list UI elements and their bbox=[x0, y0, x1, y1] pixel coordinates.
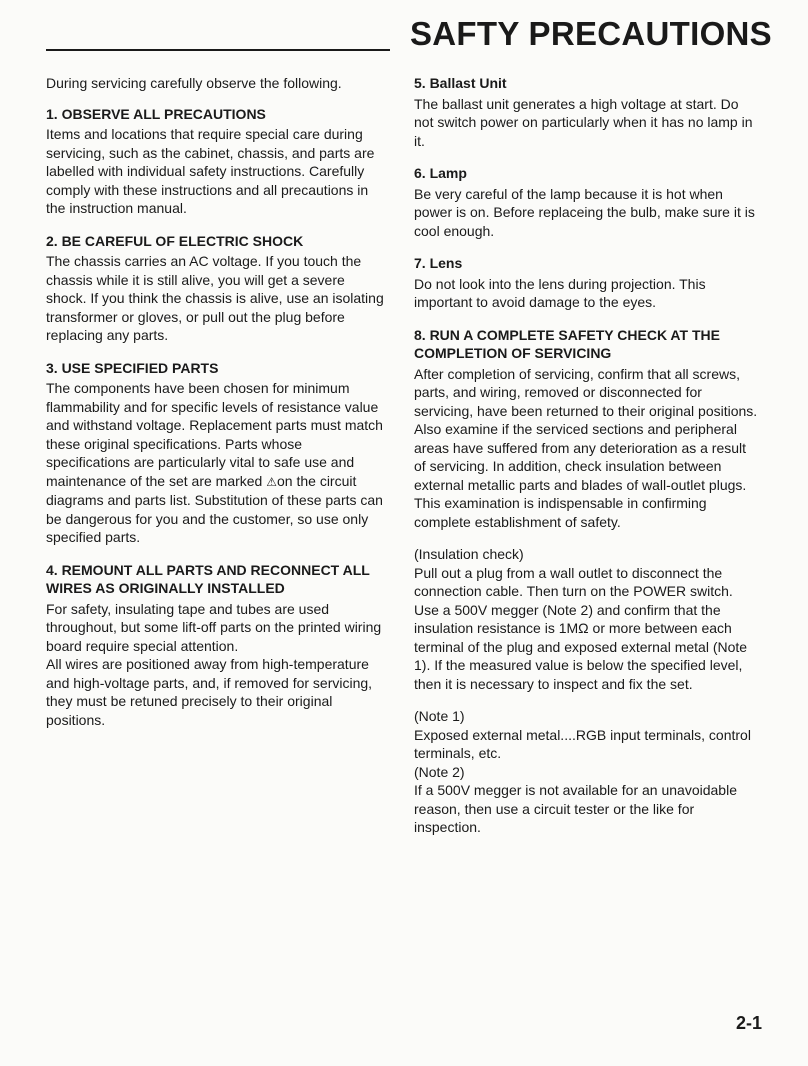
section-title: 1. OBSERVE ALL PRECAUTIONS bbox=[46, 105, 266, 122]
section-title: 6. Lamp bbox=[414, 165, 467, 181]
page-number: 2-1 bbox=[735, 1013, 762, 1033]
insulation-body: Pull out a plug from a wall outlet to disconnect the connection cable. Then turn on the POWER switch. Use a 500V megger (Note 2) and confirm that the insulation resistance is 1MΩ or more between each terminal of the plug and exposed external metal (Note 1). If the measured value is below the specified level, then it is necessary to inspect and fix the set. bbox=[414, 564, 748, 692]
section-specified-parts bbox=[46, 359, 388, 547]
section-lamp bbox=[414, 164, 758, 240]
section-body: Be very careful of the lamp because it is hot when power is on. Before replaceing the bulb, make sure it is cool enough. bbox=[414, 185, 755, 239]
section-title: 4. REMOUNT ALL PARTS AND RECONNECT ALL WIRES AS ORIGINALLY INSTALLED bbox=[46, 561, 370, 596]
intro-text: During servicing carefully observe the following. bbox=[46, 75, 342, 91]
notes bbox=[414, 707, 758, 837]
page-title: SAFTY PRECAUTIONS bbox=[409, 15, 772, 52]
section-body bbox=[46, 379, 388, 547]
section-ballast-unit bbox=[414, 74, 758, 150]
section-body: Items and locations that require special care during servicing, such as the cabinet, chassis, and parts are labelled with individual safety instructions. Carefully comply with these instructions and all precautions in the instruction manual. bbox=[46, 126, 375, 216]
section-body-start: The components have been chosen for minimum flammability and for specific levels of resistance value and withstand voltage. Replacement parts must match these original specifications. Parts whose specifications are particularly vital to safe use and maintenance of the set are marked bbox=[46, 380, 383, 489]
note-1-label: (Note 1) bbox=[414, 708, 465, 724]
section-title: 8. RUN A COMPLETE SAFETY CHECK AT THE COMPLETION OF SERVICING bbox=[414, 326, 720, 361]
section-title: 2. BE CAREFUL OF ELECTRIC SHOCK bbox=[46, 232, 304, 249]
note-1-body: Exposed external metal....RGB input terminals, control terminals, etc. bbox=[414, 726, 751, 761]
section-title: 3. USE SPECIFIED PARTS bbox=[46, 359, 219, 376]
note-2-body: If a 500V megger is not available for an unavoidable reason, then use a circuit tester or the like for inspection. bbox=[414, 782, 737, 835]
warning-triangle-icon: ⚠ bbox=[266, 474, 277, 489]
insulation-heading: (Insulation check) bbox=[414, 546, 524, 562]
section-observe-precautions bbox=[46, 105, 388, 218]
section-body-2: All wires are positioned away from high-temperature and high-voltage parts, and, if removed for servicing, they must be retuned precisely to their original positions. bbox=[46, 656, 373, 728]
section-body: The chassis carries an AC voltage. If you touch the chassis while it is still alive, you will get a severe shock. If you think the chassis is alive, use an isolating transformer or gloves, or pull out the plug before replacing any parts. bbox=[46, 253, 384, 343]
left-column bbox=[46, 74, 388, 743]
section-remount-parts bbox=[46, 561, 388, 730]
section-title: 5. Ballast Unit bbox=[414, 75, 507, 91]
header-rule bbox=[46, 49, 390, 51]
section-body-end: on the circuit diagrams and parts list. Substitution of these parts can be dangerous for you and the customer, so use only specified parts. bbox=[46, 472, 383, 545]
section-body: The ballast unit generates a high voltage at start. Do not switch power on particularly when it has no lamp in it. bbox=[414, 95, 753, 149]
section-title: 7. Lens bbox=[414, 255, 463, 271]
section-electric-shock bbox=[46, 232, 388, 345]
section-body: Do not look into the lens during projection. This important to avoid damage to the eyes. bbox=[414, 275, 706, 310]
section-body: After completion of servicing, confirm that all screws, parts, and wiring, removed or disconnected for servicing, have been returned to their original positions. Also examine if the serviced sections and peripheral areas have suffered from any deterioration as a result of servicing. In addition, check insulation between external metallic parts and blades of wall-outlet plugs. This examination is indispensable in confirming complete establishment of safety. bbox=[414, 365, 758, 530]
section-lens bbox=[414, 254, 758, 312]
section-safety-check bbox=[414, 326, 758, 532]
section-body: For safety, insulating tape and tubes are used throughout, but some lift-off parts on the printed wiring board require special attention. bbox=[46, 600, 382, 654]
note-2-label: (Note 2) bbox=[414, 763, 465, 780]
insulation-check bbox=[414, 545, 758, 693]
right-column bbox=[414, 74, 758, 851]
